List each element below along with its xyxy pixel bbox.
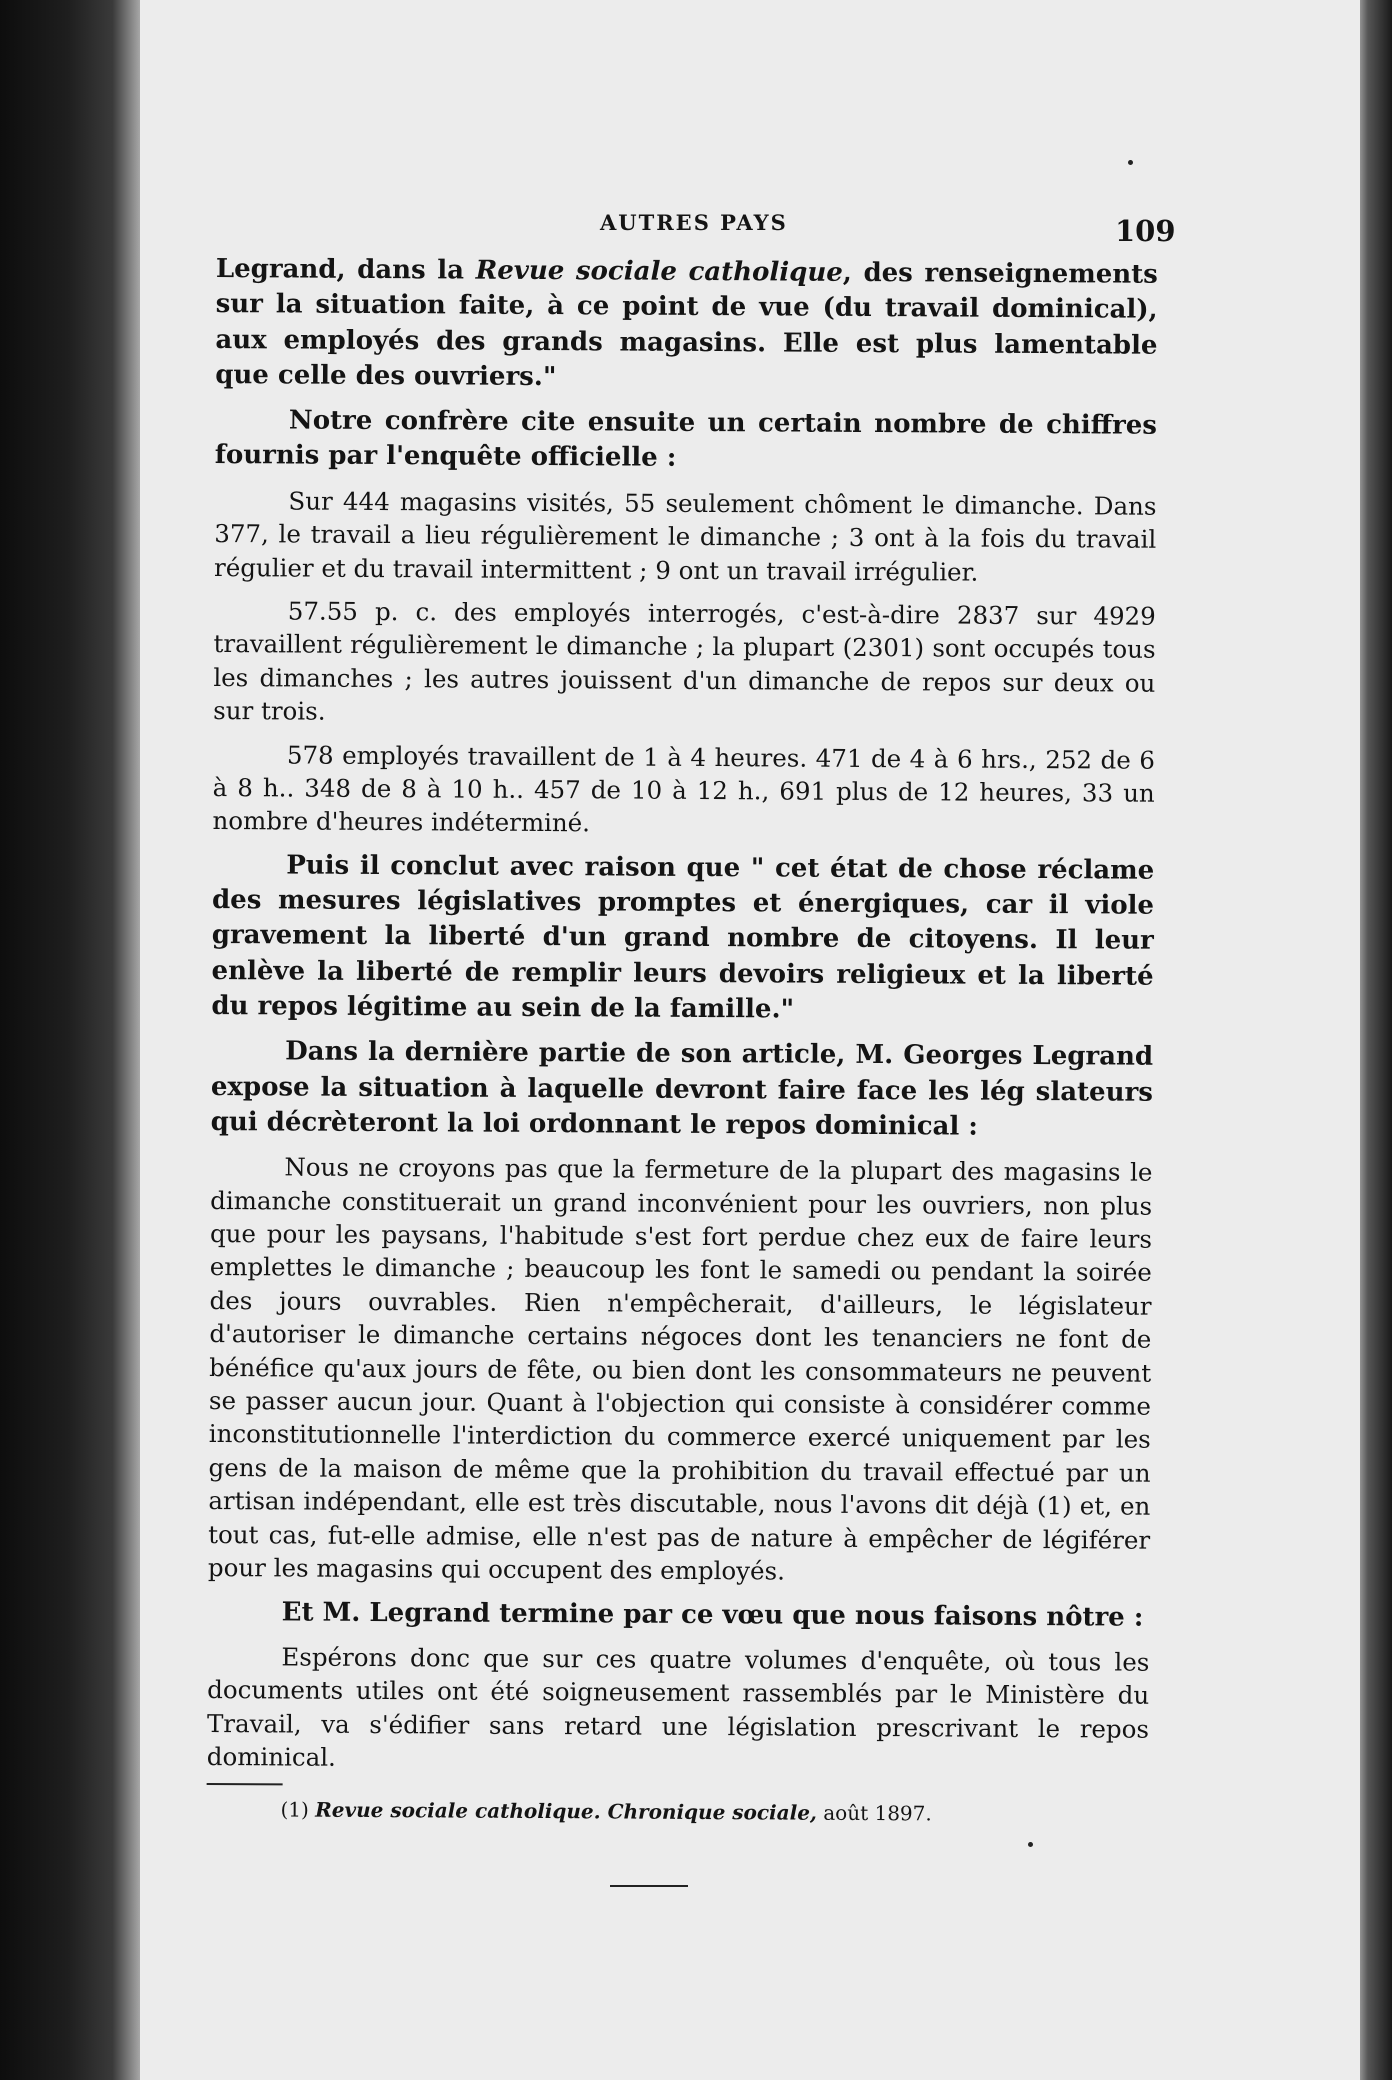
paragraph-2 bbox=[215, 403, 1157, 479]
speck bbox=[1028, 1842, 1033, 1847]
text-run: Sur 444 magasins visités, 55 seulement chôment le dimanche. Dans 377, le travail a lieu régulièrement le dimanche ; 3 ont à la fois du travail régulier et du travail intermittent ; 9 ont un travail irrégulier. bbox=[213, 486, 1157, 587]
paragraph-1 bbox=[215, 252, 1158, 399]
paragraph-10 bbox=[207, 1640, 1150, 1779]
text-run: Nous ne croyons pas que la fermeture de la plupart des magasins le dimanche constituerait un grand inconvénient pour les ouvriers, non plus que pour les paysans, l'habitude s'est fort perdue chez eux de faire leurs emplettes le dimanche ; beaucoup les font le samedi ou pendant la soirée des jours ouvrables. Rien n'empêcherait, d'ailleurs, le législateur d'autoriser le dimanche certains négoces dont les tenanciers ne font de bénéfice qu'aux jours de fête, ou bien dont les consommateurs ne peuvent se passer aucun jour. Quant à l'objection qui consiste à considérer comme inconstitutionnelle l'interdiction du commerce exercé uniquement par les gens de la maison de même que la prohibition du travail effectué par un artisan indépendant, elle est très discutable, nous l'avons dit déjà (1) et, en tout cas, fut-elle admise, elle n'est pas de nature à empêcher de légiférer pour les magasins qui occupent des employés. bbox=[207, 1152, 1153, 1586]
italic-title-run: Revue sociale catholique bbox=[475, 255, 843, 288]
left-scan-margin bbox=[0, 0, 150, 2080]
text-run: Legrand, dans la bbox=[215, 253, 476, 286]
running-head-title: AUTRES PAYS bbox=[600, 210, 788, 235]
footnote-divider bbox=[207, 1783, 283, 1785]
text-run: Notre confrère cite ensuite un certain nombre de chiffres fournis par l'enquête officielle : bbox=[214, 405, 1158, 474]
paragraph-4 bbox=[213, 594, 1156, 733]
footnote-marker: (1) bbox=[280, 1797, 309, 1823]
footnote-date: août 1897. bbox=[823, 1801, 932, 1826]
page-number: 109 bbox=[1115, 214, 1176, 248]
paragraph-8 bbox=[208, 1150, 1153, 1590]
paragraph-9 bbox=[208, 1594, 1150, 1635]
end-rule bbox=[610, 1885, 688, 1887]
footnote bbox=[206, 1795, 1148, 1829]
text-run: Et M. Legrand termine par ce vœu que nous faisons nôtre : bbox=[281, 1596, 1144, 1633]
running-head bbox=[140, 210, 1360, 250]
footnote-source: Revue sociale catholique. Chronique sociale, bbox=[315, 1798, 818, 1826]
paragraph-5 bbox=[212, 738, 1155, 844]
body-text bbox=[206, 252, 1158, 1839]
text-run: 57.55 p. c. des employés interrogés, c'est-à-dire 2837 sur 4929 travaillent régulièrement le dimanche ; la plupart (2301) sont occupés tous les dimanches ; les autres jouissent d'un dimanche de repos sur deux ou sur trois. bbox=[213, 596, 1156, 726]
text-run: Puis il conclut avec raison que " cet état de chose réclame des mesures législatives promptes et énergiques, car il viole gravement la liberté d'un grand nombre de citoyens. Il leur enlève la liberté de remplir leurs devoirs religieux et la liberté du repos légitime au sein de la famille." bbox=[211, 850, 1155, 1025]
text-run: , des renseignements sur la situation faite, à ce point de vue (du travail dominical), aux employés des grands magasins. Elle est plus lamentable que celle des ouvriers." bbox=[215, 257, 1158, 392]
text-run: Espérons donc que sur ces quatre volumes d'enquête, où tous les documents utiles ont été soigneusement rassemblés par le Ministère du Travail, va s'édifier sans retard une législation prescrivant le repos dominical. bbox=[206, 1642, 1150, 1772]
paragraph-6 bbox=[211, 848, 1154, 1030]
book-page bbox=[140, 0, 1360, 2080]
text-run: Dans la dernière partie de son article, M. Georges Legrand expose la situation à laquelle devront faire face les lég slateurs qui décrèteront la loi ordonnant le repos dominical : bbox=[210, 1036, 1154, 1142]
speck bbox=[1128, 160, 1133, 165]
paragraph-3 bbox=[214, 484, 1157, 590]
paragraph-7 bbox=[211, 1034, 1154, 1146]
text-run: 578 employés travaillent de 1 à 4 heures. 471 de 4 à 6 hrs., 252 de 6 à 8 h.. 348 de 8 à 10 h.. 457 de 10 à 12 h., 691 plus de 12 heures, 33 un nombre d'heures indéterminé. bbox=[212, 740, 1156, 838]
